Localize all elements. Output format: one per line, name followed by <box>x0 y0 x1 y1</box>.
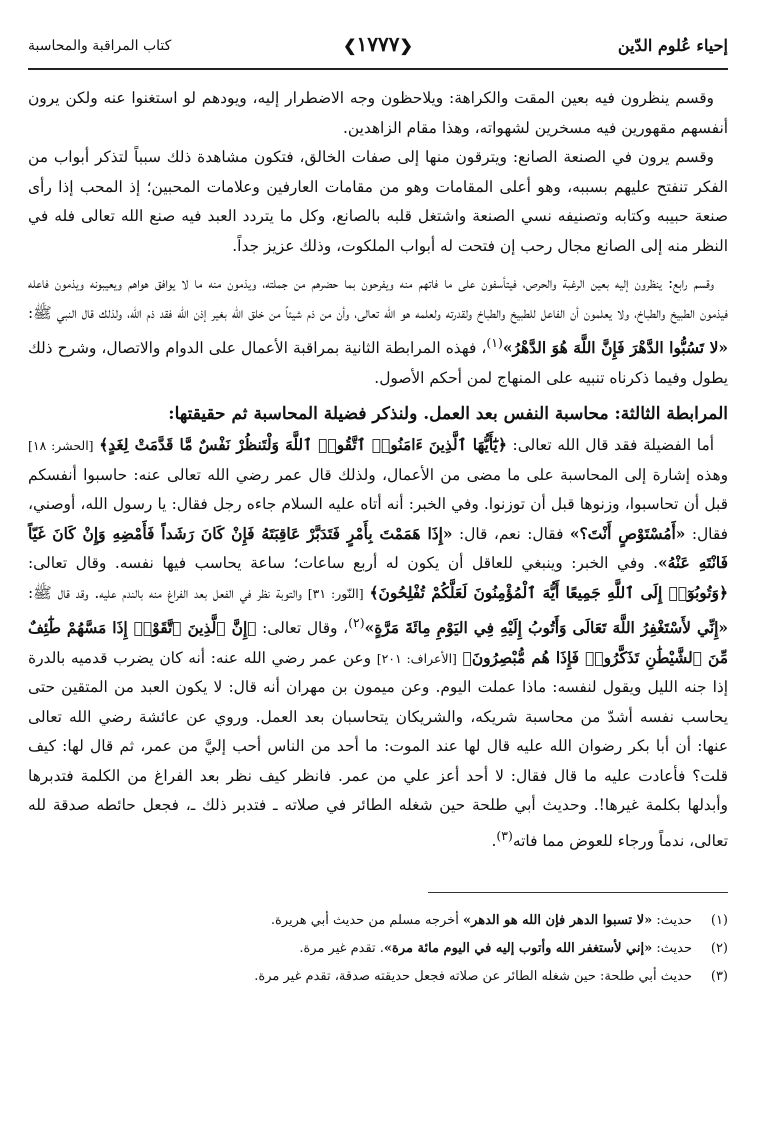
footnote-suffix: . تقدم غير مرة. <box>299 941 384 957</box>
verse-reference: [النّور: ٣١] <box>307 585 364 601</box>
footnote <box>28 963 728 991</box>
footnote <box>28 907 728 935</box>
paragraph-text: فقال: نعم، قال: <box>452 524 570 543</box>
quran-verse: ﴿وَتُوبُوٓا۟ إِلَى ٱللَّهِ جَمِيعًا أَيُّهَ ٱلْمُؤْمِنُونَ لَعَلَّكُمْ تُفْلِحُونَ﴾ <box>369 583 728 602</box>
quran-verse: ﴿يَٰٓأَيُّهَا ٱلَّذِينَ ءَامَنُوا۟ ٱتَّقُوا۟ ٱللَّهَ وَلْتَنظُرْ نَفْسٌ مَّا قَدَّمَتْ لِغَدٍ﴾ <box>99 436 507 455</box>
paragraph: وقسم يرون في الصنعة الصانع: ويترقون منها إلى صفات الخالق، فتكون مشاهدة ذلك سبباً لتذكر أبواب من الفكر تنفتح عليهم بسببه، وهو أعلى المقامات وهو من مقامات العارفين وعلامات المحبين؛ إذ المحب إذا رأى صنعة حبيبه وكتابه وتصنيفه نسي الصنعة واشتغل قلبه بالصانع، وكل ما يتردد العبد فيه صنع الله تعالى فله في النظر منه إلى الصانع مجال رحب إن فتحت له أبواب الملكوت، وذلك عزيز جداً. <box>28 148 728 255</box>
footnote-marker: (١) <box>486 335 503 350</box>
page-number-value: ١٧٧٧ <box>356 32 400 56</box>
footnote-marker: (٣) <box>496 827 513 843</box>
footnote-prefix: حديث أبي طلحة: <box>595 969 692 985</box>
paragraph-text: ، فهذه المرابطة الثانية بمراقبة الأعمال على الدوام والاتصال، وشرح ذلك يطول وفيما ذكرناه تنبيه على المنهاج لمن أحكم الأصول. <box>28 339 728 387</box>
paragraph-text: ، وقال تعالى: <box>256 619 349 638</box>
paragraph: وقسم ينظرون فيه بعين المقت والكراهة: ويلاحظون وجه الاضطرار إليه، ويودهم لو استغنوا عنه ولكن يرون أنفسهم مقهورين فيه مسخرين لشهواته، وهذا مقام الزاهدين. <box>28 89 728 137</box>
paragraph <box>28 431 728 856</box>
footnote-quote: «لا تسبوا الدهر فإن الله هو الدهر» <box>462 913 653 929</box>
paragraph-text: . <box>491 831 497 850</box>
verse-reference: [الحشر: ١٨] <box>28 438 94 454</box>
paragraph-text: أما الفضيلة فقد قال الله تعالى: <box>506 436 715 455</box>
main-text <box>28 84 728 856</box>
paragraph-text: . وفي الخبر: وينبغي للعاقل أن يكون له أربع ساعات؛ ساعة يحاسب فيها نفسه. وقال تعالى: <box>28 554 659 573</box>
footnote-suffix: أخرجه مسلم من حديث أبي هريرة. <box>270 913 463 929</box>
page-header <box>28 28 728 70</box>
book-title: إحياء عُلوم الدّين <box>617 36 728 55</box>
hadith-quote: «لا تَسُبُّوا الدَّهْرَ فَإِنَّ اللَّهَ هُوَ الدَّهْرُ» <box>502 339 728 358</box>
hadith-quote: «إِنِّي لأَسْتَغْفِرُ اللَّهَ تَعَالَى وَأَتُوبُ إِلَيْهِ فِي اليَوْمِ مِائَةَ مَرَّةٍ» <box>364 619 729 638</box>
chapter-title: كتاب المراقبة والمحاسبة <box>28 38 172 54</box>
paragraph <box>28 269 728 393</box>
footnotes <box>28 907 728 991</box>
footnote-number: (١) <box>710 913 728 929</box>
footnote-quote: «إني لأستغفر الله وأتوب إليه في اليوم مائة مرة» <box>383 941 653 957</box>
paragraph-text: وقسم رابع: ينظرون إليه بعين الرغبة والحرص، فيتأسفون على ما فاتهم منه ويفرحون بما حضرهم من جملته، ويذمون منه ما لا يوافق هواهم ويعيبونه ويذمون فاعله فيذمون الطبيخ والطباخ، ولا يعلمون أن الفاعل للطبيخ والطباخ ولقدرته ولعلمه هو الله تعالى، وأن من ذم شيئاً من خلق الله بغير إذن الله فقد ذم الله، ولذلك قال النبي ﷺ: <box>28 274 728 322</box>
footnote-prefix: حديث: <box>652 913 692 929</box>
quran-verse: ﴿إِنَّ ٱلَّذِينَ ٱتَّقَوْا۟ إِذَا مَسَّهُمْ طَٰٓئِفٌ مِّنَ ٱلشَّيْطَٰنِ تَذَكَّرُوا۟ فَإِذَا هُم مُّبْصِرُونَ﴾ <box>28 619 728 667</box>
paragraph-text: وعن عمر رضي الله عنه: أنه كان يضرب قدميه بالدرة إذا جنه الليل ويقول لنفسه: ماذا عملت اليوم. وعن ميمون بن مهران أنه قال: لا يكون العبد من المتقين حتى يحاسب نفسه أشدّ من محاسبة شريكه، والشريكان يتحاسبان بعد العمل. وروي عن عائشة رضي الله تعالى عنها: أن أبا بكر رضوان الله عليه قال لها عند الموت: ما أحد من الناس أحب إليَّ من عمر، ثم قال لها: كيف قلت؟ فأعادت عليه ما قال فقال: لا أحد أعز علي من عمر. فانظر كيف نظر بعد الفراغ من الكلمة فتدبرها وأبدلها بكلمة غيرها!. وحديث أبي طلحة حين شغله الطائر في صلاته ـ فتدبر ذلك ـ، فجعل حائطه صدقة لله تعالى، ندماً ورجاء للعوض مما فاته <box>28 648 728 850</box>
ornament-right-icon: ❮ <box>399 36 413 55</box>
footnote-number: (٢) <box>710 941 728 957</box>
paragraph-text: وهذه إشارة إلى المحاسبة على ما مضى من الأعمال، ولذلك قال عمر رضي الله تعالى عنه: حاسبوا أنفسكم قبل أن تحاسبوا، وزنوها قبل أن توزنوا. وفي الخبر: أنه أتاه عليه السلام جاءه رجل فقال: يا رسول الله، أوصني، فقال: <box>28 465 729 543</box>
ornament-left-icon: ❯ <box>343 36 357 55</box>
hadith-quote: «إِذَا هَمَمْتَ بِأَمْرٍ فَتَدَبَّرْ عَاقِبَتَهُ فَإِنْ كَانَ رَشَداً فَأَمْضِهِ وَإِنْ كَانَ غَيّاً فَانْتَهِ عَنْهُ» <box>28 524 728 573</box>
footnote <box>28 935 728 963</box>
footnote-text <box>28 907 692 935</box>
footnote-separator <box>428 892 728 893</box>
footnote-marker: (٢) <box>348 615 365 631</box>
hadith-quote: «أَمُسْتَوْصٍ أَنْتَ؟» <box>569 524 686 543</box>
book-page <box>28 28 728 991</box>
footnote-text <box>28 963 692 991</box>
section-heading: المرابطة الثالثة: محاسبة النفس بعد العمل. ولنذكر فضيلة المحاسبة ثم حقيقتها: <box>168 404 728 425</box>
paragraph-text: والتوبة نظر في الفعل بعد الفراغ منه بالندم عليه. وقد قال ﷺ: <box>28 583 308 602</box>
footnote-text <box>28 935 692 963</box>
footnote-prefix: حديث: <box>652 941 692 957</box>
verse-reference: [الأعراف: ٢٠١] <box>376 650 457 666</box>
page-number <box>328 32 428 56</box>
footnote-suffix: حين شغله الطائر عن صلاته فجعل حديقته صدقة، تقدم غير مرة. <box>254 969 596 985</box>
footnote-number: (٣) <box>710 969 728 985</box>
